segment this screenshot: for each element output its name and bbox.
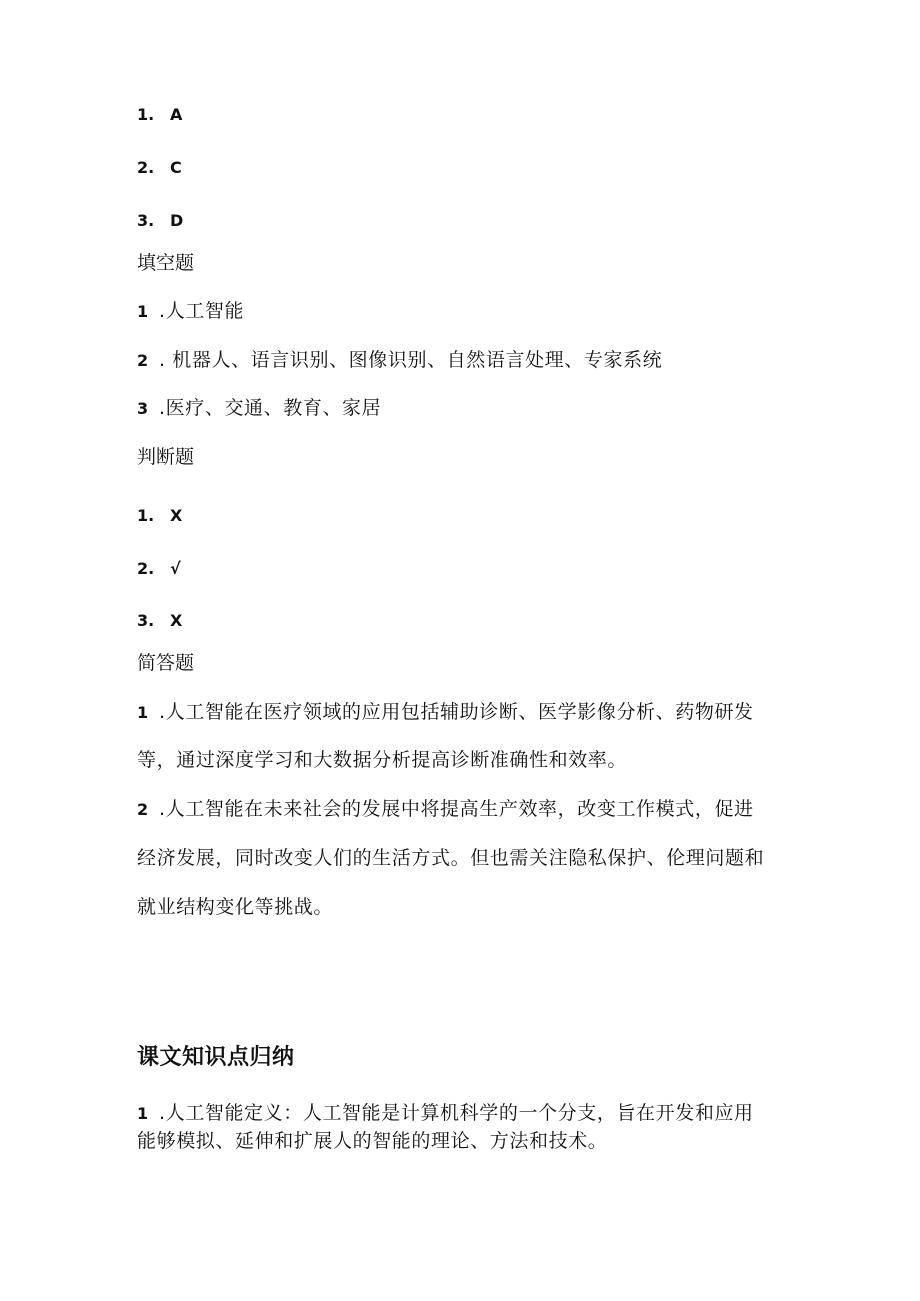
item-number: 2 [137, 800, 149, 819]
true-false-item-2 [137, 556, 181, 581]
answer-value: C [170, 158, 182, 177]
short-answer-item-1-line-1 [137, 700, 754, 725]
knowledge-section-title: 课文知识点归纳 [137, 1045, 295, 1070]
answer-number: 1. [137, 105, 155, 124]
item-number: 1 [137, 1104, 149, 1123]
mc-answer-1 [137, 102, 182, 127]
short-answer-item-2-line-3: 就业结构变化等挑战。 [137, 896, 334, 918]
item-number: 1 [137, 302, 149, 321]
knowledge-item-1-line-2: 能够模拟、延伸和扩展人的智能的理论、方法和技术。 [137, 1130, 608, 1152]
short-answer-item-1-line-2: 等，通过深度学习和大数据分析提高诊断准确性和效率。 [137, 749, 628, 771]
answer-value: √ [170, 559, 181, 578]
short-answer-item-2-line-2: 经济发展，同时改变人们的生活方式。但也需关注隐私保护、伦理问题和 [137, 847, 765, 869]
answer-number: 2. [137, 559, 155, 578]
answer-value: X [170, 611, 183, 630]
answer-value: A [170, 105, 183, 124]
answer-number: 2. [137, 158, 155, 177]
item-text: . 机器人、语言识别、图像识别、自然语言处理、专家系统 [159, 349, 663, 371]
fill-blank-item-3 [137, 396, 381, 421]
true-false-item-1 [137, 503, 182, 528]
item-text: .人工智能在医疗领域的应用包括辅助诊断、医学影像分析、药物研发 [159, 701, 754, 723]
mc-answer-3 [137, 208, 183, 233]
short-answer-heading: 简答题 [137, 652, 195, 674]
mc-answer-2 [137, 155, 182, 180]
item-number: 2 [137, 351, 149, 370]
short-answer-item-2-line-1 [137, 797, 754, 822]
answer-value: X [170, 506, 183, 525]
item-text: .医疗、交通、教育、家居 [159, 397, 382, 419]
fill-blank-item-2 [137, 348, 662, 373]
item-text: .人工智能在未来社会的发展中将提高生产效率，改变工作模式，促进 [159, 798, 754, 820]
answer-number: 1. [137, 506, 155, 525]
item-text: .人工智能定义：人工智能是计算机科学的一个分支，旨在开发和应用 [159, 1102, 754, 1124]
answer-number: 3. [137, 211, 155, 230]
item-text: .人工智能 [159, 300, 245, 322]
item-number: 3 [137, 399, 149, 418]
knowledge-item-1-line-1 [137, 1101, 754, 1126]
item-number: 1 [137, 703, 149, 722]
answer-value: D [170, 211, 184, 230]
true-false-heading: 判断题 [137, 446, 195, 468]
answer-number: 3. [137, 611, 155, 630]
fill-blank-heading: 填空题 [137, 252, 195, 274]
fill-blank-item-1 [137, 299, 244, 324]
true-false-item-3 [137, 608, 182, 633]
